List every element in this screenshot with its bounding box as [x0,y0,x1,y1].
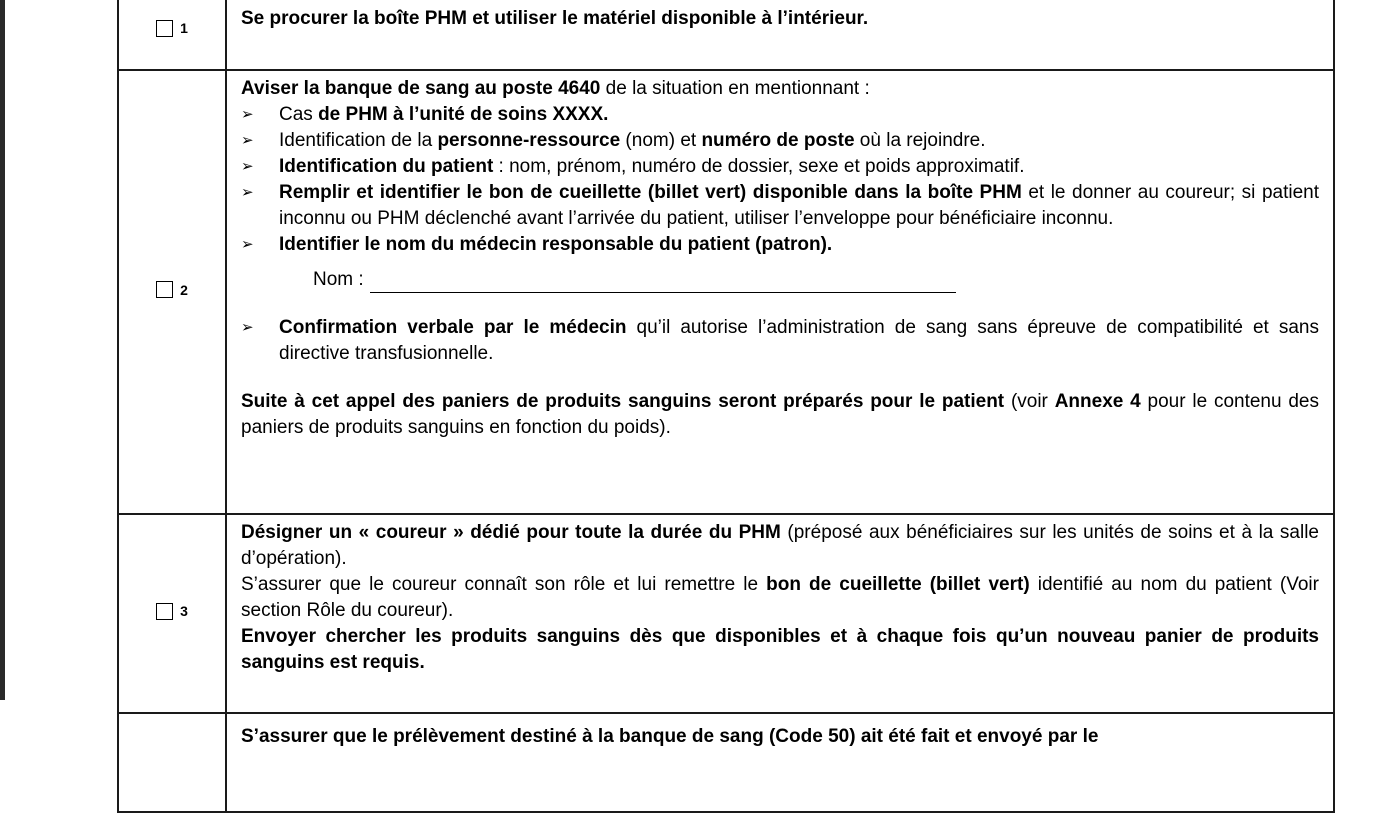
step-text: S’assurer que le prélèvement destiné à la banque de sang (Code 50) ait été fait et envoyé par le [241,726,1099,747]
step-content [226,70,1334,514]
list-item: ➢ Cas de PHM à l’unité de soins XXXX. [241,102,1319,128]
name-field [313,267,1319,293]
step-checkbox[interactable] [156,603,188,620]
step-number-cell [118,713,226,812]
step-number: 1 [180,20,188,36]
step-number-cell [118,514,226,713]
intro-paragraph: Aviser la banque de sang au poste 4640 de la situation en mentionnant : [241,78,870,99]
checkbox-icon [156,281,173,298]
step-number-cell [118,70,226,514]
name-blank-line[interactable] [370,272,956,293]
name-label: Nom : [313,269,364,290]
table-row [118,514,1334,713]
paragraph: Envoyer chercher les produits sanguins dès que disponibles et à chaque fois qu’un nouveau panier de produits sanguins est requis. [241,626,1319,673]
checkbox-icon [156,20,173,37]
list-item: ➢ Identification du patient : nom, prénom, numéro de dossier, sexe et poids approximatif. [241,154,1319,180]
checkbox-icon [156,603,173,620]
arrow-bullet-icon: ➢ [241,132,254,149]
paragraph: Désigner un « coureur » dédié pour toute la durée du PHM (préposé aux bénéficiaires sur les unités de soins et à la salle d’opération). [241,522,1319,569]
step-checkbox[interactable] [156,281,188,298]
list-item: ➢ Remplir et identifier le bon de cueillette (billet vert) disponible dans la boîte PHM et le donner au coureur; si patient inconnu ou PHM déclenché avant l’arrivée du patient, utiliser l’enveloppe pour bénéficiaire inconnu. [241,180,1319,232]
step-number-cell [118,0,226,70]
arrow-bullet-icon: ➢ [241,158,254,175]
step-number: 3 [180,603,188,619]
arrow-bullet-icon: ➢ [241,319,254,336]
arrow-bullet-icon: ➢ [241,184,254,201]
procedure-table [117,0,1335,813]
step-content [226,514,1334,713]
step-content [226,0,1334,70]
arrow-bullet-icon: ➢ [241,236,254,253]
step-number: 2 [180,281,188,298]
table-row [118,713,1334,812]
list-item: ➢ Identifier le nom du médecin responsable du patient (patron). [241,232,1319,258]
table-row [118,0,1334,70]
arrow-bullet-icon: ➢ [241,106,254,123]
page-edge-bar [0,0,5,700]
paragraph: S’assurer que le coureur connaît son rôle et lui remettre le bon de cueillette (billet vert) identifié au nom du patient (Voir section Rôle du coureur). [241,574,1319,621]
closing-paragraph: Suite à cet appel des paniers de produits sanguins seront préparés pour le patient (voir Annexe 4 pour le contenu des paniers de produits sanguins en fonction du poids). [241,391,1320,438]
step-content [226,713,1334,812]
list-item: ➢ Confirmation verbale par le médecin qu’il autorise l’administration de sang sans épreuve de compatibilité et sans directive transfusionnelle. [241,315,1319,367]
step-checkbox[interactable] [156,20,188,37]
table-row [118,70,1334,514]
list-item: ➢ Identification de la personne-ressource (nom) et numéro de poste où la rejoindre. [241,128,1319,154]
step-text: Se procurer la boîte PHM et utiliser le matériel disponible à l’intérieur. [241,8,869,29]
